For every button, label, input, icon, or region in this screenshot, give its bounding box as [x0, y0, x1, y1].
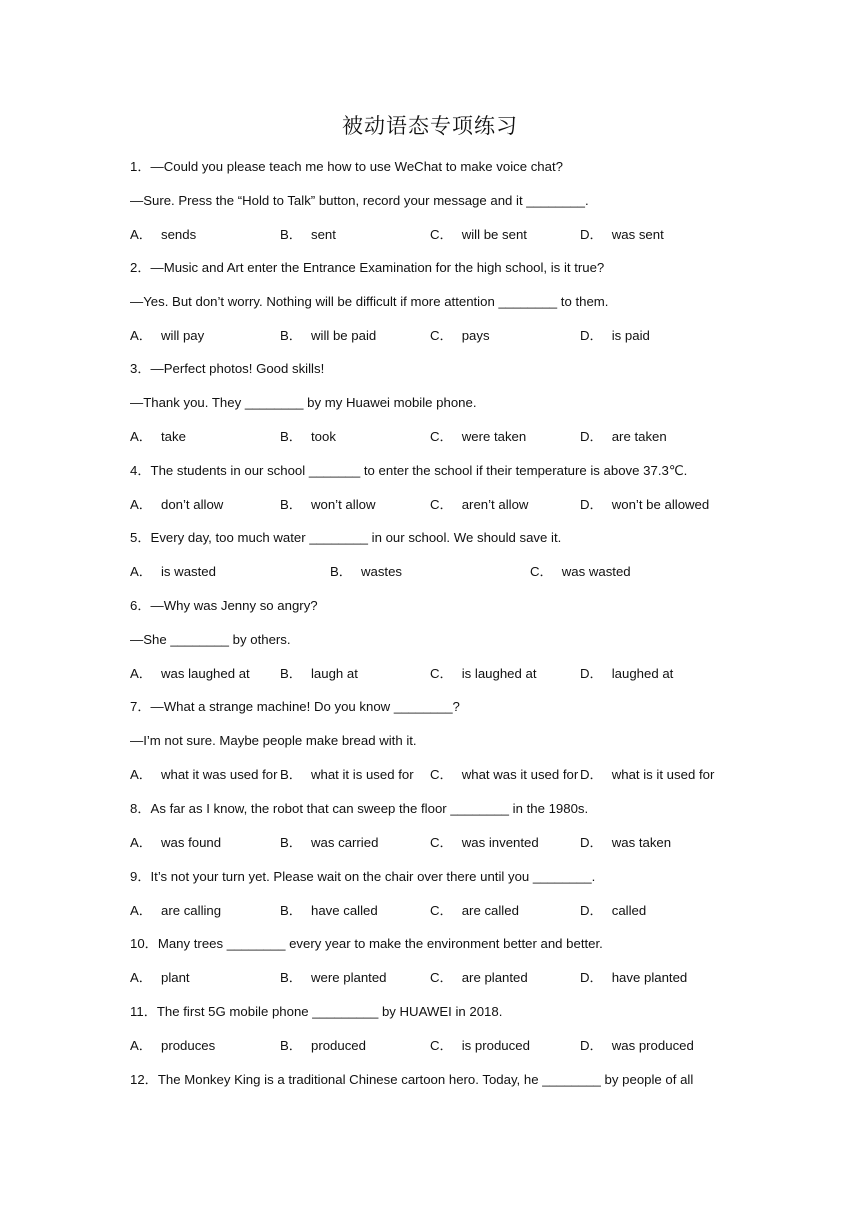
question-2-option-a: A． will pay — [130, 328, 205, 343]
question-6-line-1: 6．—Why was Jenny so angry? — [130, 598, 318, 613]
question-3-option-d: D． are taken — [580, 429, 667, 444]
question-3-line-2: —Thank you. They ________ by my Huawei mobile phone. — [130, 395, 477, 410]
question-3-option-a: A． take — [130, 429, 186, 444]
question-1-option-b: B． sent — [280, 227, 336, 242]
question-10-option-a: A． plant — [130, 970, 190, 985]
question-4-option-c: C． aren’t allow — [430, 497, 529, 512]
question-9-option-d: D． called — [580, 903, 647, 918]
question-8-line-1: 8．As far as I know, the robot that can sweep the floor ________ in the 1980s. — [130, 801, 589, 816]
question-12-line-1: 12．The Monkey King is a traditional Chinese cartoon hero. Today, he ________ by people of all — [130, 1072, 694, 1087]
question-3-option-b: B． took — [280, 429, 336, 444]
question-8-option-a: A． was found — [130, 835, 222, 850]
question-8-option-d: D． was taken — [580, 835, 672, 850]
question-7-line-1: 7．—What a strange machine! Do you know ________? — [130, 699, 460, 714]
question-11-option-d: D． was produced — [580, 1038, 694, 1053]
question-6-option-d: D． laughed at — [580, 666, 674, 681]
question-4-line-1: 4．The students in our school _______ to enter the school if their temperature is above 37.3℃. — [130, 463, 688, 478]
question-10-line-1: 10．Many trees ________ every year to make the environment better and better. — [130, 936, 603, 951]
question-6-option-a: A． was laughed at — [130, 666, 250, 681]
question-2-option-c: C． pays — [430, 328, 490, 343]
question-1-line-1: 1．—Could you please teach me how to use WeChat to make voice chat? — [130, 159, 563, 174]
question-11-option-a: A． produces — [130, 1038, 216, 1053]
question-7-line-2: —I’m not sure. Maybe people make bread with it. — [130, 733, 417, 748]
question-10-option-b: B． were planted — [280, 970, 387, 985]
question-5-option-a: A． is wasted — [130, 564, 216, 579]
question-1-option-d: D． was sent — [580, 227, 664, 242]
question-5-line-1: 5．Every day, too much water ________ in our school. We should save it. — [130, 530, 562, 545]
question-4-option-d: D． won’t be allowed — [580, 497, 710, 512]
question-9-line-1: 9．It’s not your turn yet. Please wait on the chair over there until you ________. — [130, 869, 596, 884]
question-7-option-c: C． what was it used for — [430, 767, 579, 782]
question-2-option-d: D． is paid — [580, 328, 650, 343]
question-7-option-a: A． what it was used for — [130, 767, 278, 782]
question-9-option-b: B． have called — [280, 903, 378, 918]
question-5-option-b: B． wastes — [330, 564, 403, 579]
question-9-option-a: A． are calling — [130, 903, 222, 918]
question-7-option-d: D． what is it used for — [580, 767, 715, 782]
question-2-line-2: —Yes. But don’t worry. Nothing will be difficult if more attention ________ to them. — [130, 294, 609, 309]
question-7-option-b: B． what it is used for — [280, 767, 414, 782]
question-1-option-c: C． will be sent — [430, 227, 527, 242]
question-2-line-1: 2．—Music and Art enter the Entrance Examination for the high school, is it true? — [130, 260, 605, 275]
question-9-option-c: C． are called — [430, 903, 519, 918]
question-4-option-a: A． don’t allow — [130, 497, 224, 512]
question-3-option-c: C． were taken — [430, 429, 527, 444]
question-6-line-2: —She ________ by others. — [130, 632, 291, 647]
question-3-line-1: 3．—Perfect photos! Good skills! — [130, 361, 325, 376]
question-8-option-b: B． was carried — [280, 835, 379, 850]
question-11-option-b: B． produced — [280, 1038, 366, 1053]
question-11-line-1: 11．The first 5G mobile phone _________ by HUAWEI in 2018. — [130, 1004, 503, 1019]
question-2-option-b: B． will be paid — [280, 328, 377, 343]
question-1-line-2: —Sure. Press the “Hold to Talk” button, record your message and it ________. — [130, 193, 589, 208]
question-8-option-c: C． was invented — [430, 835, 539, 850]
question-5-option-c: C． was wasted — [530, 564, 631, 579]
question-4-option-b: B． won’t allow — [280, 497, 376, 512]
page-title: 被动语态专项练习 — [342, 114, 518, 138]
question-10-option-d: D． have planted — [580, 970, 688, 985]
question-1-option-a: A． sends — [130, 227, 197, 242]
question-6-option-b: B． laugh at — [280, 666, 358, 681]
question-11-option-c: C． is produced — [430, 1038, 530, 1053]
question-10-option-c: C． are planted — [430, 970, 528, 985]
question-6-option-c: C． is laughed at — [430, 666, 537, 681]
